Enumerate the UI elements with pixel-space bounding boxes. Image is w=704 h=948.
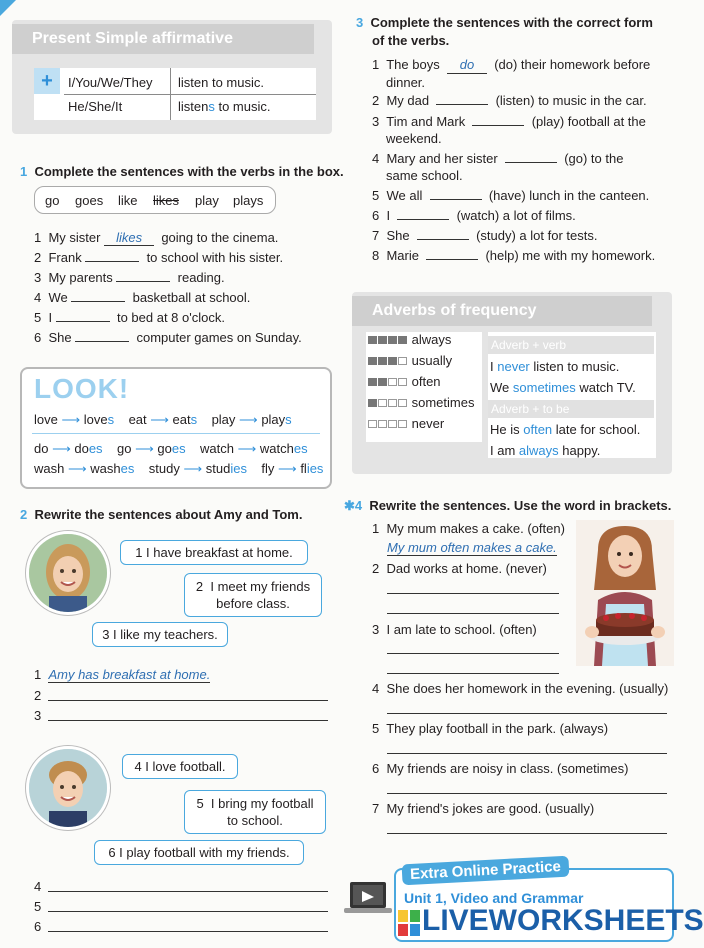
word-box-item-crossed: likes <box>153 193 180 208</box>
look-row-1: love ⟶ loves eat ⟶ eats play ⟶ plays <box>34 412 292 427</box>
ex3-item-5: 5 We all (have) lunch in the canteen. <box>372 188 650 203</box>
ex2-answer-1: 1 Amy has breakfast at home. <box>34 667 211 682</box>
ex2-line-6[interactable] <box>48 931 328 932</box>
verb-singular: listens to music. <box>178 99 271 114</box>
look-box <box>20 367 332 489</box>
amy-bubble-1: 1 I have breakfast at home. <box>120 540 308 565</box>
laptop-icon <box>344 880 392 920</box>
frequency-square-empty <box>368 420 377 428</box>
look-title: LOOK! <box>34 373 130 404</box>
rule-adverb-to-be: Adverb + to be <box>488 400 654 418</box>
ex1-item-6: 6 She computer games on Sunday. <box>34 330 302 345</box>
frequency-square-empty <box>398 399 407 407</box>
ex3-answer-1[interactable]: do <box>447 56 487 74</box>
ex3-item-6: 6 I (watch) a lot of films. <box>372 208 576 223</box>
table-divider-h <box>64 94 316 95</box>
ex2-num-5: 5 <box>34 899 42 914</box>
frequency-square-empty <box>378 399 387 407</box>
mum-cake-illustration <box>576 520 674 666</box>
ex3-answer-5[interactable] <box>430 188 482 200</box>
present-simple-panel <box>12 20 332 134</box>
frequency-square-empty <box>398 420 407 428</box>
frequency-square-filled <box>378 336 387 344</box>
ex3-item-4: 4 Mary and her sister (go) to the same school. <box>372 151 624 183</box>
ex4-line-2a[interactable] <box>387 593 559 594</box>
frequency-square-empty <box>388 378 397 386</box>
ex1-item-4: 4 We basketball at school. <box>34 290 251 305</box>
ex4-line-7[interactable] <box>387 833 667 834</box>
grammar-table <box>34 68 316 120</box>
tom-bubble-5: 5 I bring my football to school. <box>184 790 326 834</box>
ex4-answer-1[interactable]: My mum often makes a cake. <box>387 540 557 555</box>
ex2-line-2[interactable] <box>48 700 328 701</box>
ex4-item-1: 1 My mum makes a cake. (often) <box>372 521 565 536</box>
frequency-square-filled <box>378 378 387 386</box>
frequency-square-filled <box>368 357 377 365</box>
ex3-item-3: 3 Tim and Mark (play) football at the weekend. <box>372 114 646 146</box>
ex4-line-3b[interactable] <box>387 673 559 674</box>
extra-practice-subtitle[interactable]: Unit 1, Video and Grammar <box>404 890 584 906</box>
frequency-square-filled <box>368 399 377 407</box>
adverbs-title: Adverbs of frequency <box>352 296 652 326</box>
tom-avatar <box>26 746 110 830</box>
ex1-item-2: 2 Frank to school with his sister. <box>34 250 284 265</box>
ex4-item-6: 6 My friends are noisy in class. (sometimes) <box>372 761 629 776</box>
ex1-answer-2[interactable] <box>85 250 139 262</box>
watermark: LIVEWORKSHEETS <box>422 904 704 937</box>
word-box-item: plays <box>233 193 264 208</box>
adverb-examples <box>488 332 656 458</box>
ex4-item-2: 2 Dad works at home. (never) <box>372 561 547 576</box>
frequency-square-filled <box>368 378 377 386</box>
ex3-item-2: 2 My dad (listen) to music in the car. <box>372 93 647 108</box>
liveworksheets-logo-icon <box>398 910 420 936</box>
ex1-item-5: 5 I to bed at 8 o'clock. <box>34 310 225 325</box>
adverbs-panel <box>352 292 672 474</box>
extra-practice-title[interactable]: Extra Online Practice <box>402 856 570 886</box>
word-box-item: goes <box>75 193 104 208</box>
adverb-often: often <box>368 374 441 389</box>
word-box-item: play <box>195 193 219 208</box>
ex1-item-1: 1 My sister likes going to the cinema. <box>34 230 279 245</box>
tom-bubble-4: 4 I love football. <box>122 754 238 779</box>
ex4-heading: ✱4 Rewrite the sentences. Use the word in brackets. <box>344 498 672 513</box>
ex4-item-3: 3 I am late to school. (often) <box>372 622 537 637</box>
ex2-num-4: 4 <box>34 879 42 894</box>
ex3-answer-4[interactable] <box>505 151 557 163</box>
word-box-item: like <box>118 193 138 208</box>
ex2-line-4[interactable] <box>48 891 328 892</box>
ex3-answer-7[interactable] <box>417 228 469 240</box>
look-divider <box>32 433 320 434</box>
ex2-heading: 2 Rewrite the sentences about Amy and Tom. <box>20 507 303 522</box>
ex1-answer-3[interactable] <box>116 270 170 282</box>
ex3-answer-8[interactable] <box>426 248 478 260</box>
ex2-line-5[interactable] <box>48 911 328 912</box>
ex4-item-5: 5 They play football in the park. (always) <box>372 721 609 736</box>
adverb-always: always <box>368 332 451 347</box>
look-row-3: wash ⟶ washes study ⟶ studies fly ⟶ flies <box>34 461 324 476</box>
tom-bubble-6: 6 I play football with my friends. <box>94 840 304 865</box>
frequency-square-filled <box>388 357 397 365</box>
adverb-scale <box>366 332 482 442</box>
ex1-answer-4[interactable] <box>71 290 125 302</box>
frequency-square-empty <box>398 378 407 386</box>
ex3-answer-6[interactable] <box>397 208 449 220</box>
ex2-num-3: 3 <box>34 708 42 723</box>
corner-decoration <box>0 0 16 16</box>
adverb-example-2: We sometimes watch TV. <box>490 380 636 395</box>
ex4-line-4[interactable] <box>387 713 667 714</box>
ex4-line-3a[interactable] <box>387 653 559 654</box>
ex3-answer-2[interactable] <box>436 93 488 105</box>
ex3-item-7: 7 She (study) a lot for tests. <box>372 228 598 243</box>
ex1-answer-6[interactable] <box>75 330 129 342</box>
ex4-line-5[interactable] <box>387 753 667 754</box>
ex1-answer-1[interactable]: likes <box>104 230 154 246</box>
ex2-num-6: 6 <box>34 919 42 934</box>
ex2-num-2: 2 <box>34 688 42 703</box>
frequency-square-filled <box>398 336 407 344</box>
subject-plural: I/You/We/They <box>68 75 153 90</box>
verb-plural: listen to music. <box>178 75 264 90</box>
ex2-line-3[interactable] <box>48 720 328 721</box>
ex1-item-3: 3 My parents reading. <box>34 270 225 285</box>
adverb-example-1: I never listen to music. <box>490 359 620 374</box>
adverb-example-4: I am always happy. <box>490 443 601 458</box>
plus-icon: + <box>34 68 60 94</box>
amy-avatar <box>26 531 110 615</box>
ex3-answer-3[interactable] <box>472 114 524 126</box>
adverb-usually: usually <box>368 353 452 368</box>
ex4-line-2b[interactable] <box>387 613 559 614</box>
frequency-square-empty <box>378 420 387 428</box>
adverb-sometimes: sometimes <box>368 395 474 410</box>
ex3-item-8: 8 Marie (help) me with my homework. <box>372 248 656 263</box>
subject-singular: He/She/It <box>68 99 123 114</box>
word-box-item: go <box>45 193 60 208</box>
frequency-square-filled <box>388 336 397 344</box>
ex3-heading: 3 Complete the sentences with the correct form of the verbs. <box>356 15 653 48</box>
frequency-square-filled <box>378 357 387 365</box>
ex3-item-1: 1 The boys do (do) their homework before dinner. <box>372 57 651 90</box>
rule-adverb-verb: Adverb + verb <box>488 336 654 354</box>
ex1-answer-5[interactable] <box>56 310 110 322</box>
ex4-item-4: 4 She does her homework in the evening. (usually) <box>372 681 669 696</box>
frequency-square-empty <box>388 399 397 407</box>
look-row-2: do ⟶ does go ⟶ goes watch ⟶ watches <box>34 441 308 456</box>
frequency-square-empty <box>398 357 407 365</box>
adverb-never: never <box>368 416 444 431</box>
adverb-example-3: He is often late for school. <box>490 422 641 437</box>
frequency-square-filled <box>368 336 377 344</box>
amy-bubble-2: 2 I meet my friends before class. <box>184 573 322 617</box>
amy-bubble-3: 3 I like my teachers. <box>92 622 228 647</box>
ex1-heading: 1 Complete the sentences with the verbs in the box. <box>20 164 344 179</box>
ex4-line-6[interactable] <box>387 793 667 794</box>
word-box <box>34 186 276 214</box>
frequency-square-empty <box>388 420 397 428</box>
ex4-item-7: 7 My friend's jokes are good. (usually) <box>372 801 595 816</box>
present-simple-title: Present Simple affirmative <box>12 24 314 54</box>
